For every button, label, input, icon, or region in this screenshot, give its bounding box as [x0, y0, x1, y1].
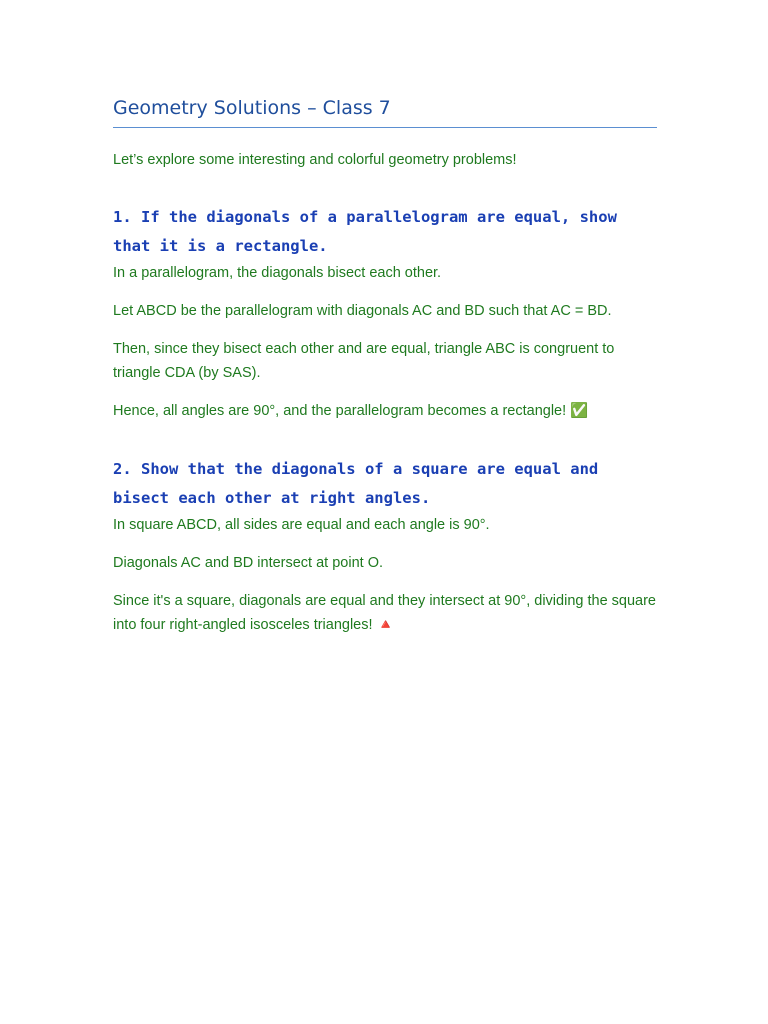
question-2-paragraph-3: Since it's a square, diagonals are equal and they intersect at 90°, dividing the square into four right-angled isosceles triangles! 🔺	[113, 593, 656, 633]
question-2-paragraph-2: Diagonals AC and BD intersect at point O.	[113, 555, 384, 571]
question-1-paragraph-3: Then, since they bisect each other and are equal, triangle ABC is congruent to triangle CDA (by SAS).	[113, 341, 615, 381]
question-1-heading: 1. If the diagonals of a parallelogram are equal, show that it is a rectangle.	[113, 208, 617, 255]
title-underline	[113, 127, 657, 128]
page-title: Geometry Solutions – Class 7	[113, 97, 391, 119]
question-1-paragraph-4: Hence, all angles are 90°, and the parallelogram becomes a rectangle! ✅	[113, 403, 589, 419]
question-1-paragraph-2: Let ABCD be the parallelogram with diagonals AC and BD such that AC = BD.	[113, 303, 612, 319]
intro-text: Let’s explore some interesting and colorful geometry problems!	[113, 152, 517, 168]
question-1-paragraph-1: In a parallelogram, the diagonals bisect each other.	[113, 265, 442, 281]
question-2-heading: 2. Show that the diagonals of a square are equal and bisect each other at right angles.	[113, 460, 599, 507]
question-2-paragraph-1: In square ABCD, all sides are equal and each angle is 90°.	[113, 517, 490, 533]
